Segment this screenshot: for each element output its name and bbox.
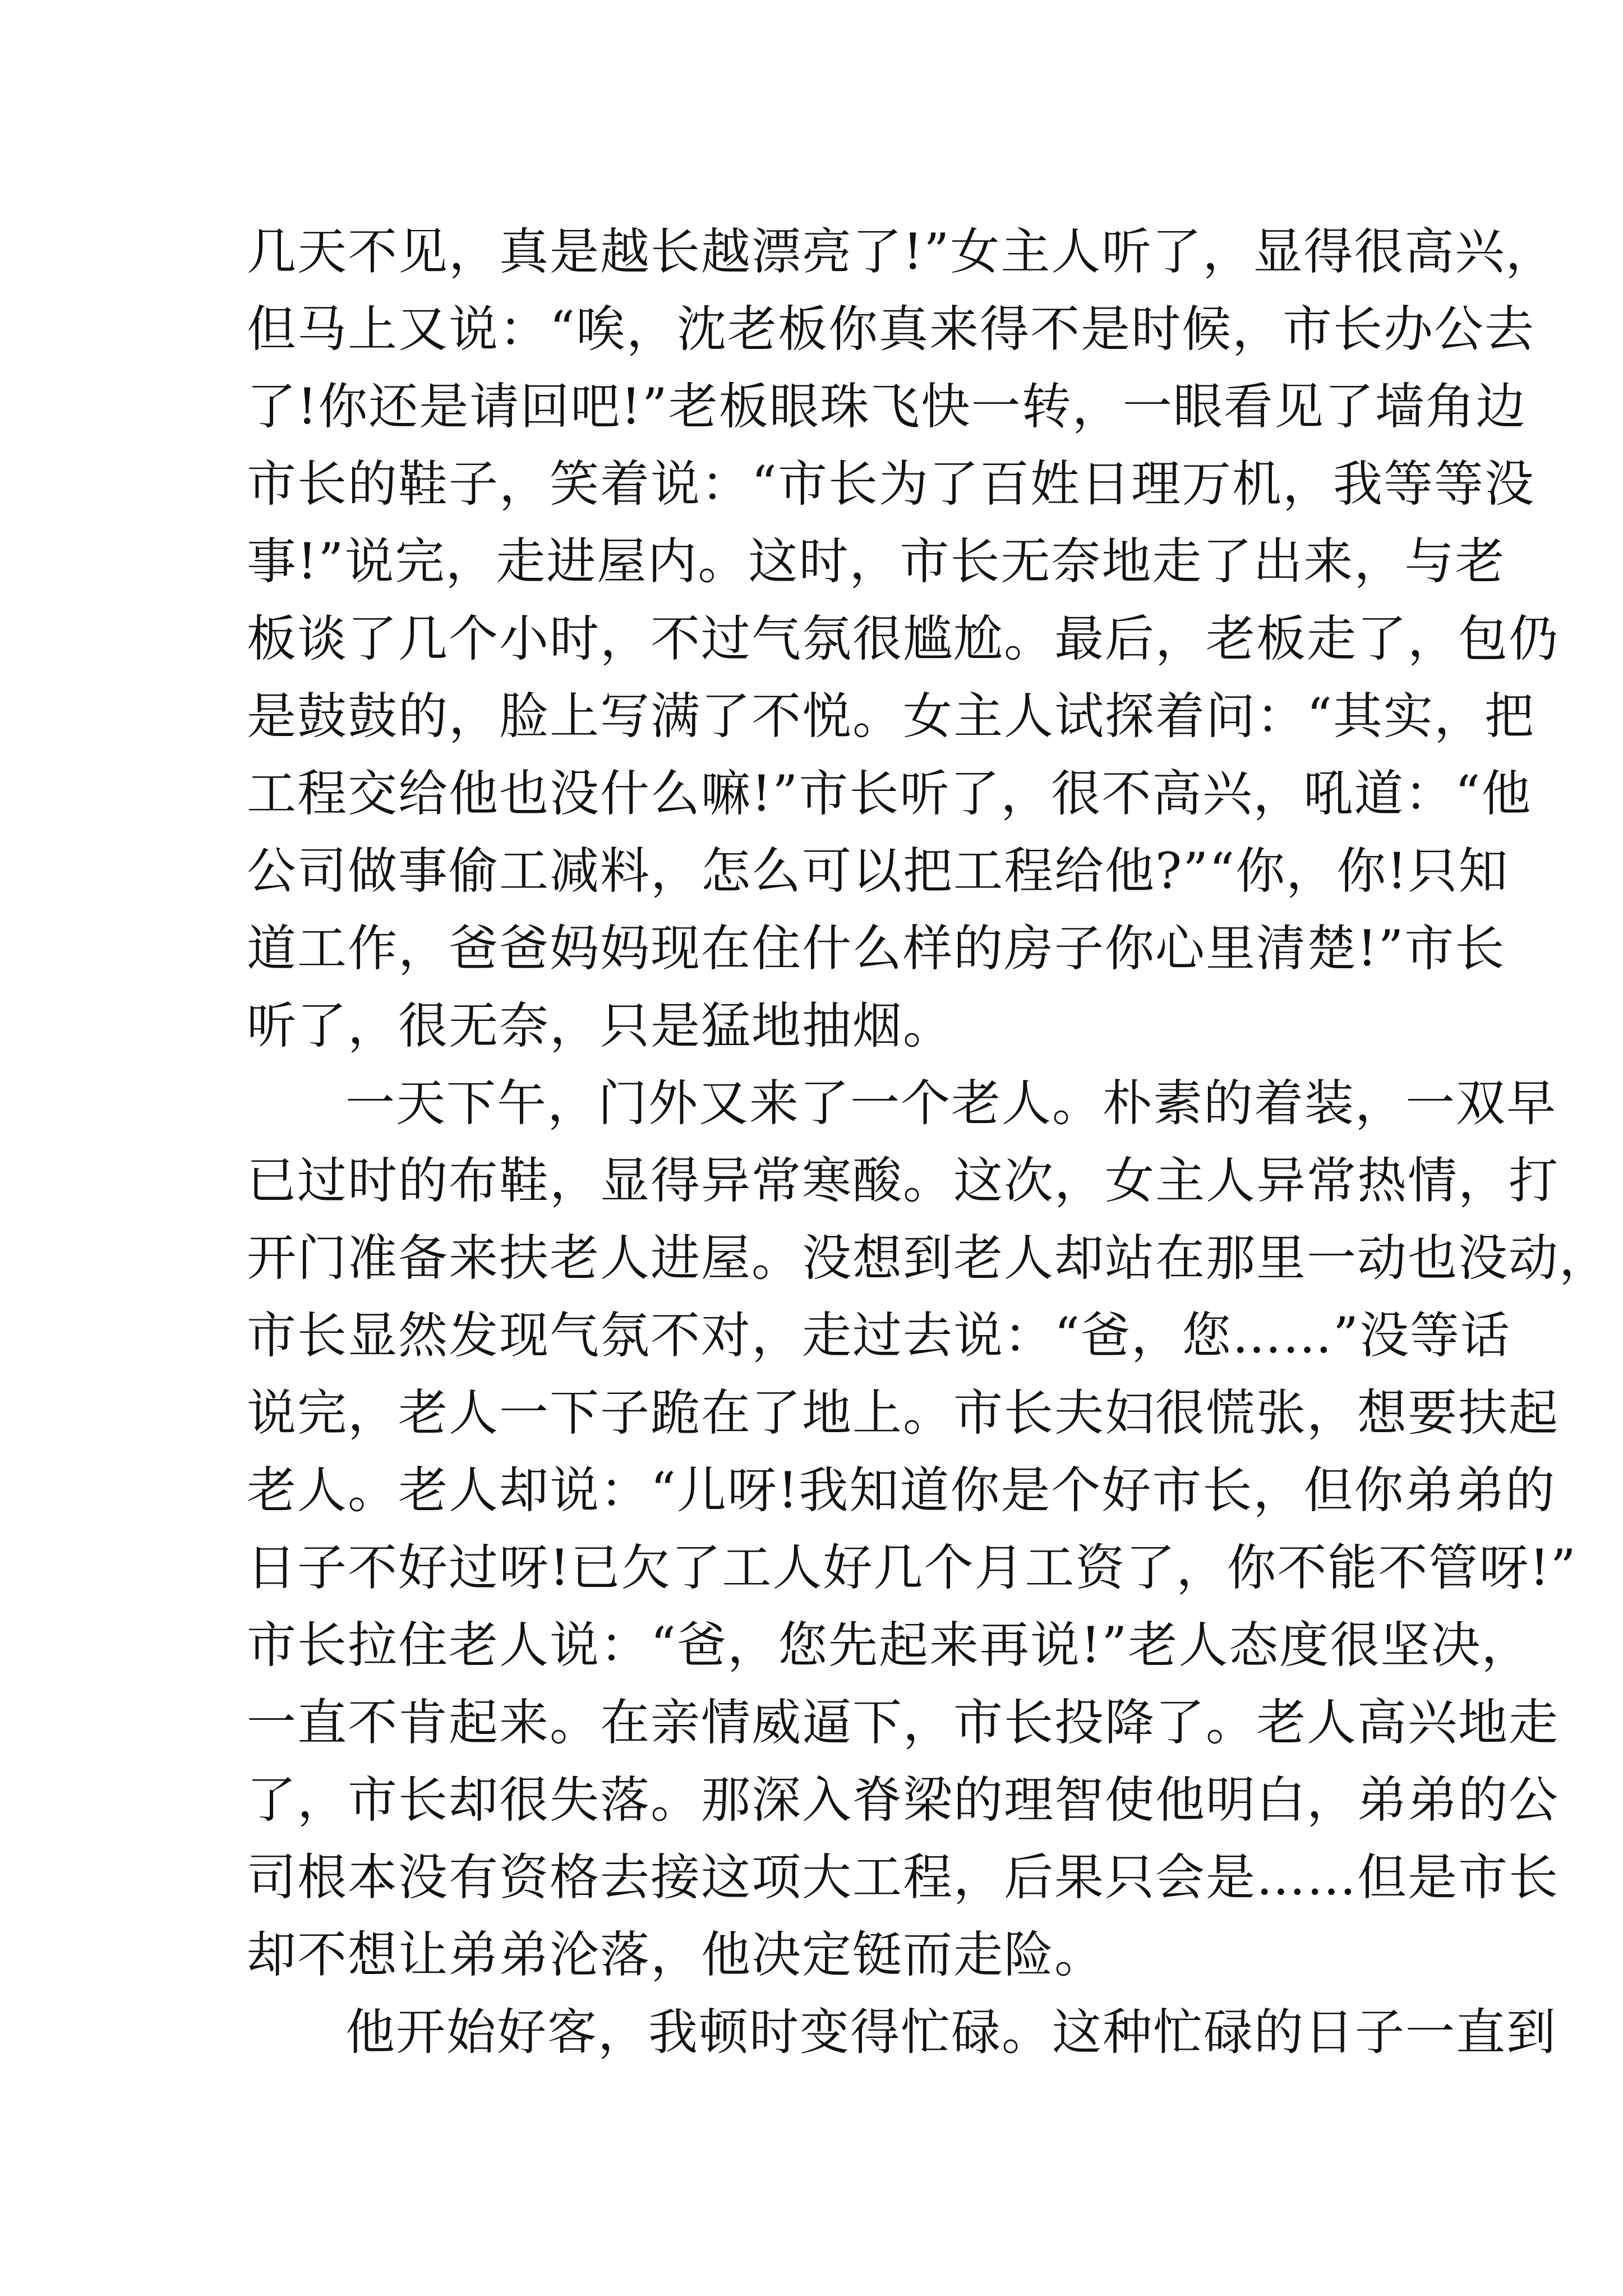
text-line: 市长的鞋子，笑着说：“市长为了百姓日理万机，我等等没 — [247, 455, 1535, 513]
text-line: 道工作，爸爸妈妈现在住什么样的房子你心里清楚!”市长 — [247, 919, 1506, 977]
text-line: 已过时的布鞋，显得异常寒酸。这次，女主人异常热情，打 — [247, 1152, 1560, 1209]
text-line: 市长拉住老人说：“爸，您先起来再说!”老人态度很坚决， — [247, 1616, 1532, 1674]
text-line: 板谈了几个小时，不过气氛很尴尬。最后，老板走了，包仍 — [247, 610, 1560, 668]
paragraph-first-line: 一天下午，门外又来了一个老人。朴素的着装，一双早 — [345, 1074, 1557, 1132]
text-line: 了!你还是请回吧!”老板眼珠飞快一转，一眼看见了墙角边 — [247, 378, 1527, 435]
text-line: 了，市长却很失落。那深入脊梁的理智使他明白，弟弟的公 — [247, 1771, 1560, 1829]
text-line: 却不想让弟弟沦落，他决定铤而走险。 — [247, 1926, 1105, 1984]
text-line: 但马上又说：“唉，沈老板你真来得不是时候，市长办公去 — [247, 300, 1535, 358]
text-line: 日子不好过呀!已欠了工人好几个月工资了，你不能不管呀!” — [247, 1539, 1577, 1596]
text-line: 老人。老人却说：“儿呀!我知道你是个好市长，但你弟弟的 — [247, 1461, 1556, 1519]
text-line: 市长显然发现气氛不对，走过去说：“爸，您……”没等话 — [247, 1306, 1511, 1364]
paragraph-first-line: 他开始好客，我顿时变得忙碌。这种忙碌的日子一直到 — [345, 2003, 1557, 2061]
text-line: 一直不肯起来。在亲情威逼下，市长投降了。老人高兴地走 — [247, 1694, 1560, 1751]
text-line: 开门准备来扶老人进屋。没想到老人却站在那里一动也没动， — [247, 1229, 1610, 1287]
text-line: 事!”说完，走进屋内。这时，市长无奈地走了出来，与老 — [247, 532, 1506, 590]
text-line: 工程交给他也没什么嘛!”市长听了，很不高兴，吼道：“他 — [247, 765, 1532, 822]
body-text — [247, 213, 1610, 2071]
text-line: 几天不见，真是越长越漂亮了!”女主人听了，显得很高兴， — [247, 223, 1556, 280]
text-line: 听了，很无奈，只是猛地抽烟。 — [247, 997, 954, 1055]
text-line: 司根本没有资格去接这项大工程，后果只会是……但是市长 — [247, 1848, 1560, 1906]
text-line: 说完，老人一下子跪在了地上。市长夫妇很慌张，想要扶起 — [247, 1384, 1560, 1442]
text-line: 是鼓鼓的，脸上写满了不悦。女主人试探着问：“其实，把 — [247, 687, 1535, 745]
text-line: 公司做事偷工减料，怎么可以把工程给他?”“你，你!只知 — [247, 842, 1509, 900]
